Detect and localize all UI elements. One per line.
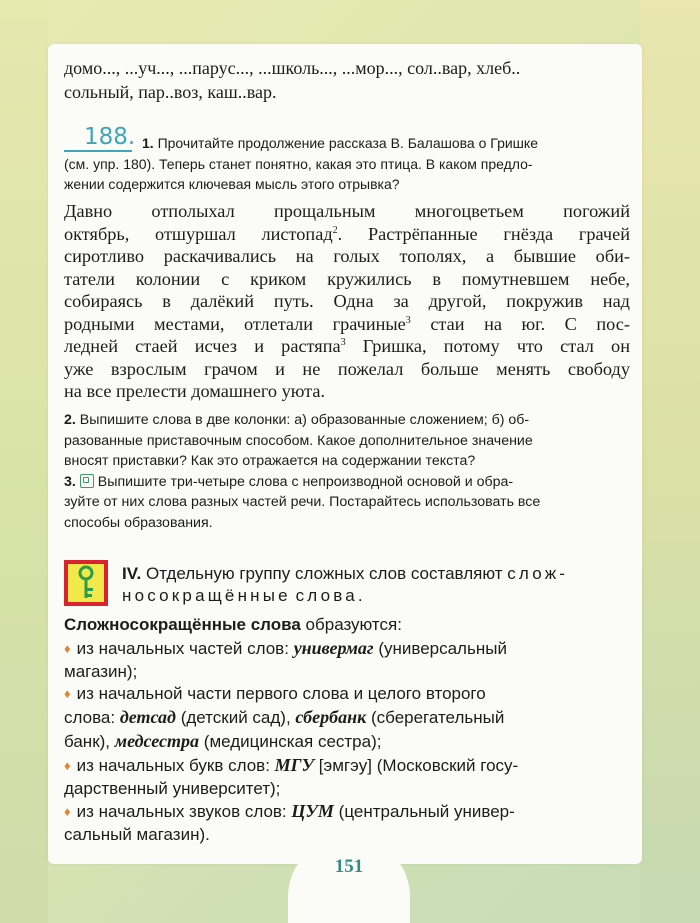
story-line: Давно отполыхал прощальным многоцветьем погожий: [64, 201, 630, 221]
formation-title-bold: Сложносокращённые слова: [64, 615, 301, 634]
rule-iv: [122, 563, 642, 607]
example-word: детсад: [119, 707, 176, 728]
task-2-number: 2.: [64, 412, 76, 428]
task-3-line: зуйте от них слова разных частей речи. Постарайтесь использовать все: [64, 494, 541, 510]
item-text: из начальных частей слов:: [76, 638, 289, 658]
spiral-icon: [80, 474, 94, 488]
story-fragment: . Растрёпанные гнёзда грачей: [337, 223, 630, 244]
formation-title-text: образуются:: [305, 615, 402, 634]
story-fragment: Гришка, потому что стал он: [345, 336, 630, 356]
story-line: татели колонии с криком кружились в помутневшем небе,: [64, 268, 630, 289]
list-item-cont: магазин);: [64, 661, 138, 681]
task-2-line: [64, 410, 630, 431]
task-1-line: (см. упр. 180). Теперь станет понятно, какая это птица. В каком предло-: [64, 156, 533, 172]
list-item-cont: сальный магазин).: [64, 825, 210, 845]
exercise-number-underline: [64, 150, 132, 152]
footnote-mark: 3: [340, 336, 346, 348]
rule-term: слова.: [295, 586, 366, 605]
list-item-cont: дарственный университет);: [64, 778, 281, 798]
previous-exercise-words: [64, 56, 630, 104]
list-item: [64, 637, 630, 661]
task-2-text: Выпишите слова в две колонки: а) образованные сложением; б) об-: [79, 412, 530, 428]
story-line: уже взрослым грачом и не пожелал больше менять свободу: [64, 358, 630, 379]
item-text: банк),: [64, 731, 111, 751]
example-word: медсестра: [114, 730, 200, 751]
rule-text: Отдельную группу сложных слов составляют: [145, 564, 503, 583]
item-text: (центральный универ-: [338, 802, 515, 822]
list-item: [64, 754, 630, 778]
story-fragment: ледней стаей исчез и растяпа: [64, 336, 341, 356]
task-2-line: вносят приставки? Как это отражается на содержании текста?: [64, 453, 476, 469]
exercise-number: 188.: [84, 124, 136, 150]
story-text: [64, 200, 630, 403]
task-1-text: Прочитайте продолжение рассказа В. Балашова о Гришке: [157, 135, 538, 151]
task-3-number: 3.: [64, 473, 76, 490]
diamond-bullet-icon: ♦: [64, 640, 71, 656]
example-word: универмаг: [293, 637, 374, 658]
story-line: [64, 335, 630, 358]
list-item-cont: [64, 730, 630, 754]
footnote-mark: 3: [405, 314, 411, 326]
diamond-bullet-icon: ♦: [64, 757, 71, 773]
list-item: [64, 800, 630, 824]
word-line: сольный, пар..воз, каш..вар.: [64, 82, 277, 102]
rule-line: [122, 563, 642, 585]
task-1-number: 1.: [142, 135, 154, 151]
tasks-2-3: [64, 410, 630, 533]
task-3-text: Выпишите три-четыре слова с непроизводной основой и обра-: [97, 473, 514, 490]
footnote-mark: 2: [332, 224, 338, 236]
item-text: (медицинская сестра);: [203, 731, 382, 751]
task-1-line: жении содержится ключевая мысль этого отрывка?: [64, 176, 400, 192]
item-text: (универсальный: [378, 638, 507, 658]
rule-term: носокращённые: [122, 586, 291, 605]
example-word: сбербанк: [295, 707, 367, 728]
story-line: собираясь в далёкий путь. Одна за другой, покружив над: [64, 291, 630, 311]
page-number: 151: [334, 856, 364, 877]
diamond-bullet-icon: ♦: [64, 804, 71, 820]
item-text: из начальных звуков слов:: [76, 802, 287, 822]
task-1-line: [142, 133, 538, 153]
formation-title: [64, 614, 630, 637]
item-text: из начальной части первого слова и целого второго: [76, 684, 486, 704]
task-2-line: разованные приставочным способом. Какое дополнительное значение: [64, 432, 533, 449]
story-line: сиротливо раскачивались на голых тополях, а бывшие оби-: [64, 246, 630, 266]
list-item: [64, 683, 630, 706]
story-fragment: октябрь, отшуршал листопад: [64, 223, 333, 244]
item-text: (детский сад),: [180, 708, 291, 728]
list-item-cont: [64, 706, 630, 730]
item-text: [эмгэу] (Московский госу-: [318, 755, 519, 775]
right-margin-decoration: [640, 0, 700, 923]
example-word: МГУ: [274, 754, 315, 775]
item-text: из начальных букв слов:: [76, 755, 270, 775]
key-icon: [64, 560, 108, 606]
item-text: слова:: [64, 708, 116, 728]
formation-section: [64, 614, 630, 847]
left-margin-decoration: [0, 0, 48, 923]
task-3-line: способы образования.: [64, 514, 213, 531]
story-line: [64, 223, 630, 246]
diamond-bullet-icon: ♦: [64, 686, 71, 702]
example-word: ЦУМ: [291, 801, 334, 822]
rule-term: слож-: [507, 564, 569, 583]
story-line: на все прелести домашнего уюта.: [64, 381, 326, 401]
task-3-line: [64, 472, 630, 493]
word-line: домо..., ...уч..., ...парус..., ...школь..., ...мор..., сол..вар, хлеб..: [64, 58, 521, 78]
item-text: (сберегательный: [370, 708, 505, 728]
story-line: [64, 313, 630, 336]
story-fragment: стаи на юг. С пос-: [410, 313, 630, 334]
rule-roman-numeral: IV.: [122, 564, 142, 583]
rule-line: [122, 585, 642, 607]
story-fragment: родными местами, отлетали грачиные: [64, 313, 406, 334]
